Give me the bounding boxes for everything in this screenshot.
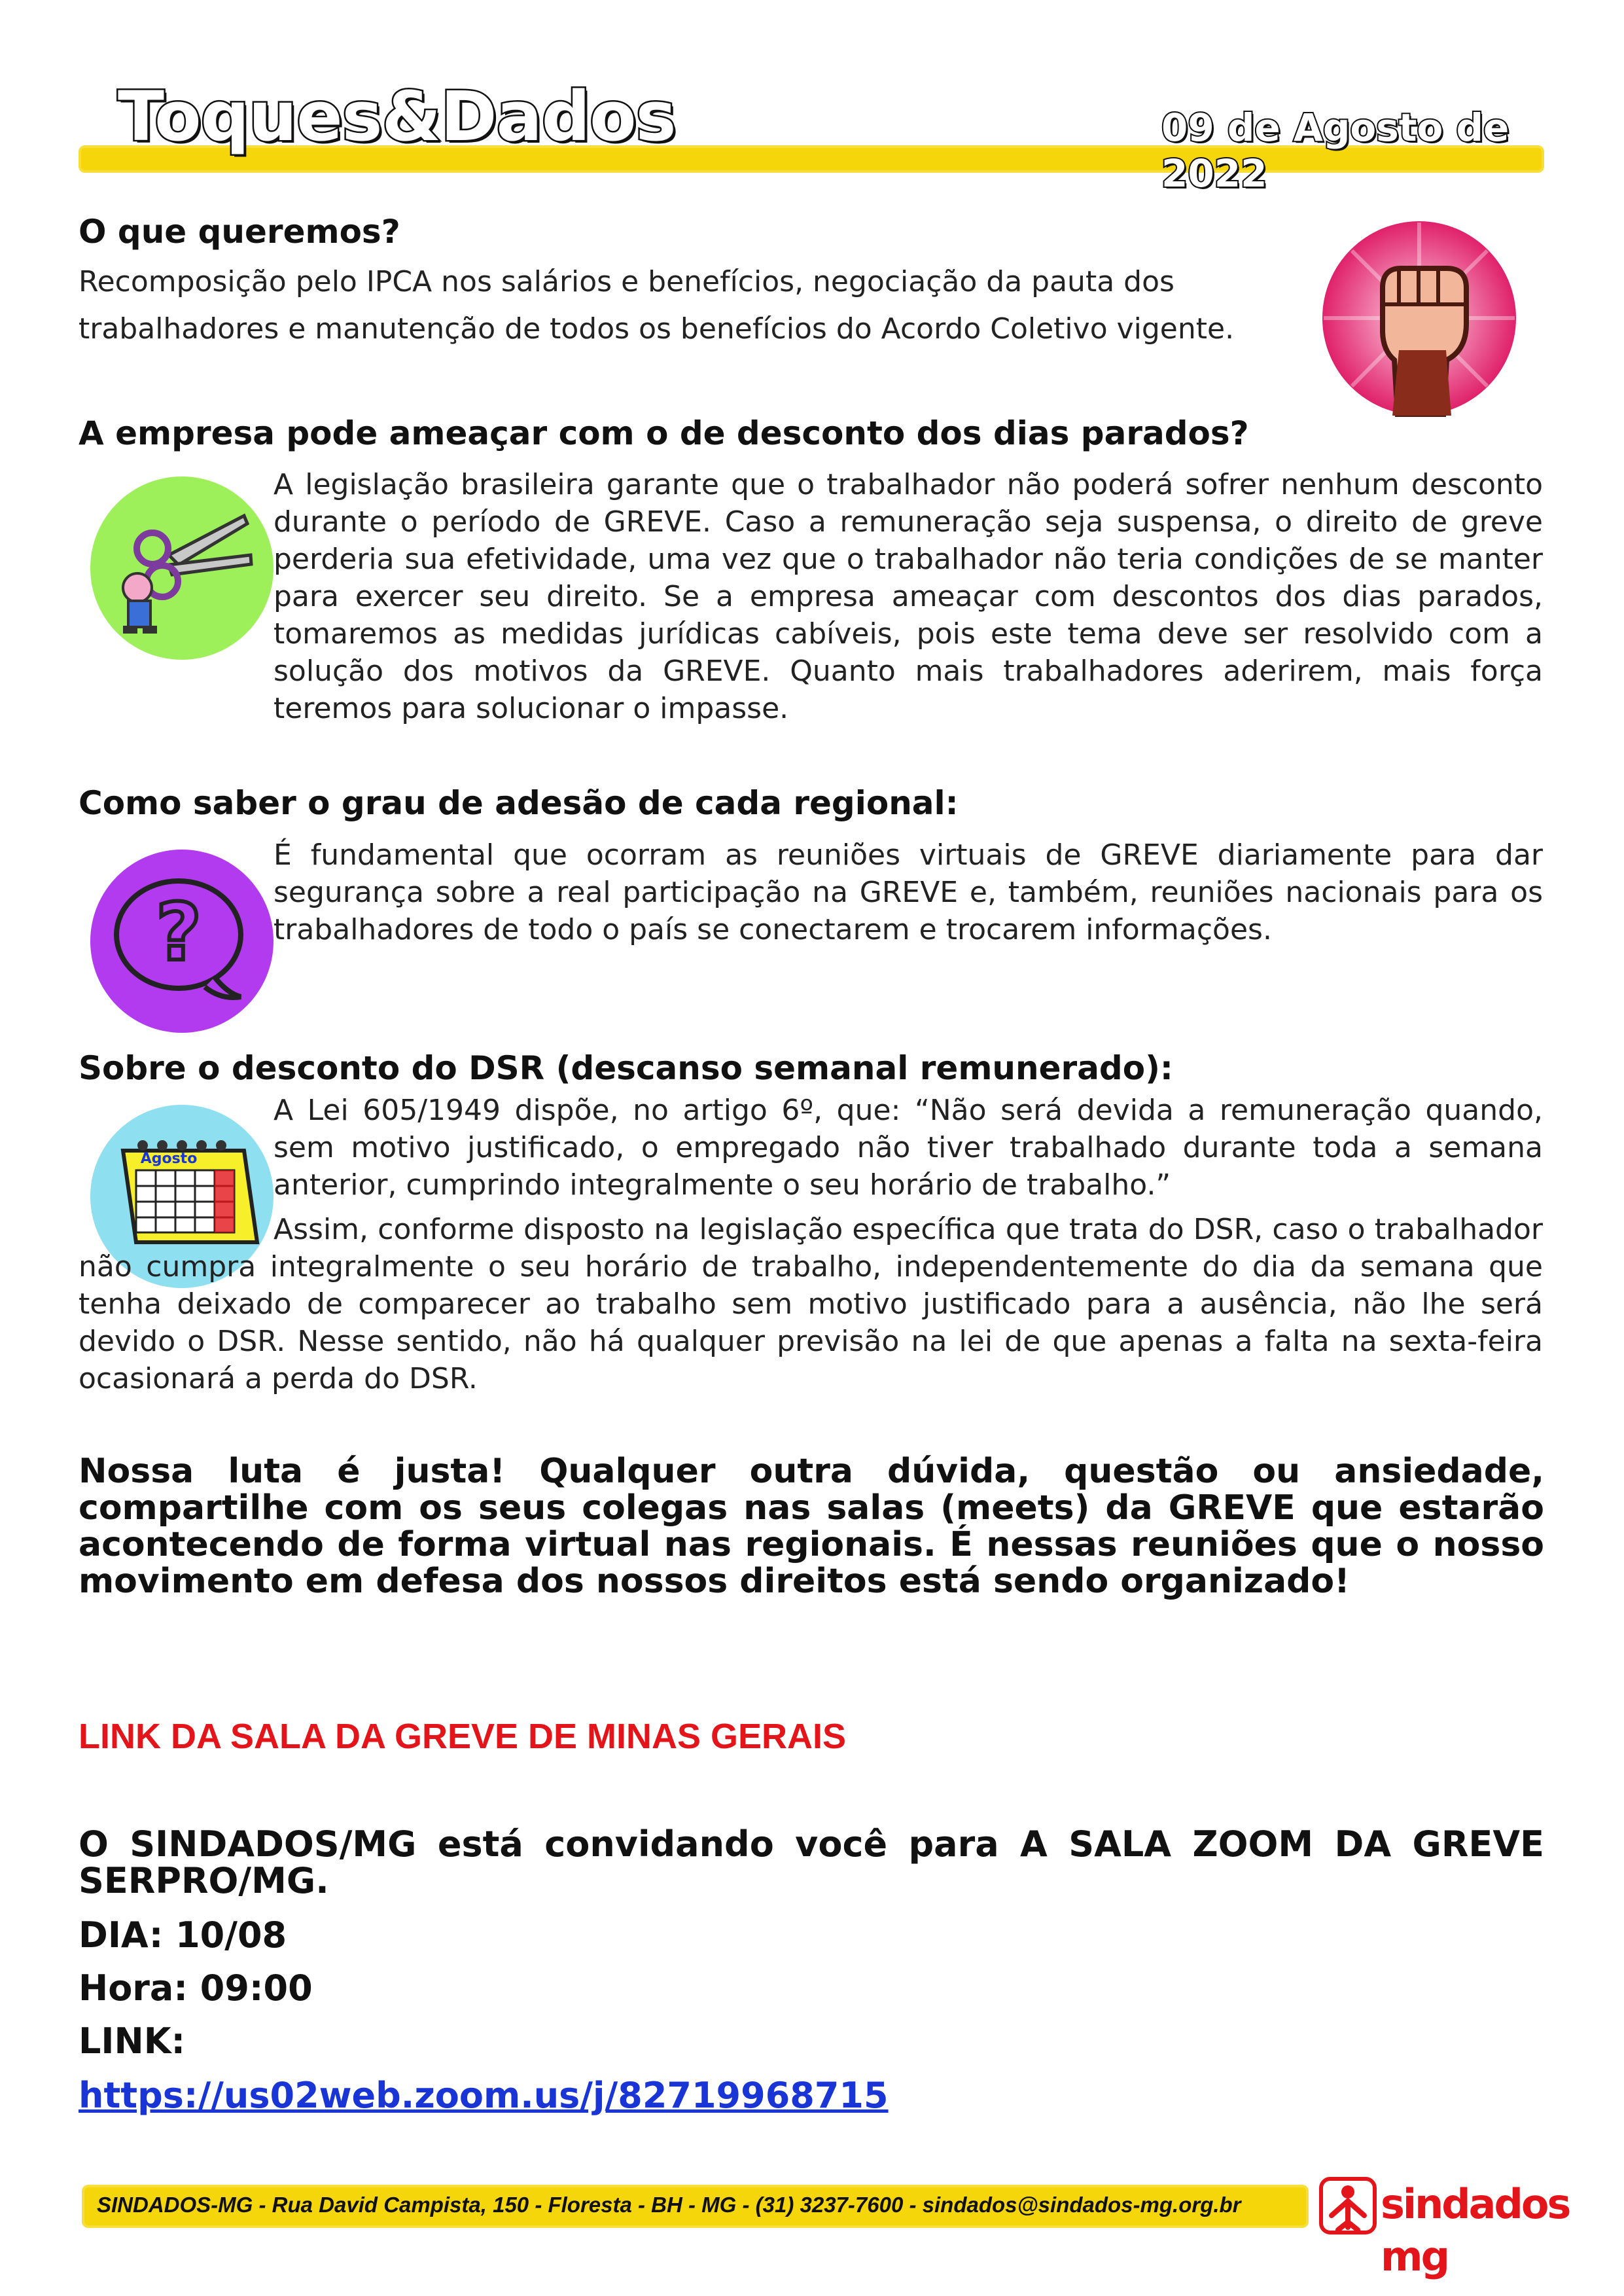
section2-title: A empresa pode ameaçar com o de desconto dos dias parados? (79, 414, 1249, 452)
section3-paragraph: É fundamental que ocorram as reuniões virtuais de GREVE diariamente para dar segurança sobre a real participação na GREVE e, também, reuniões nacionais para os trabalhadores de todo o país se conectarem e trocarem informações. (274, 838, 1543, 946)
section1-text (79, 259, 1322, 353)
invite-link-label: LINK: (79, 2020, 186, 2062)
calendar-month-label: Agosto (140, 1151, 198, 1167)
section4-title: Sobre o desconto do DSR (descanso semanal remunerado): (79, 1049, 1173, 1087)
raised-fist-icon (1320, 219, 1518, 417)
sindados-logo (1318, 2173, 1570, 2280)
logo-mark-icon (1318, 2176, 1377, 2235)
logo-text: sindados mg (1381, 2180, 1570, 2280)
section2-paragraph: A legislação brasileira garante que o trabalhador não poderá sofrer nenhum desconto durante o período de GREVE. Caso a remuneração seja suspensa, o direito de greve perderia sua efetividade, uma vez que o trabalhador não teria condições de se manter para exercer seu direito. Se a empresa ameaçar com descontos dos dias parados, tomaremos as medidas jurídicas cabíveis, pois este tema deve ser resolvido com a solução dos motivos da GREVE. Quanto mais trabalhadores aderirem, mais força teremos para solucionar o impasse. (274, 468, 1543, 725)
footer-address: SINDADOS-MG - Rua David Campista, 150 - Floresta - BH - MG - (31) 3237-7600 - sindados@sindados-mg.org.br (97, 2193, 1241, 2217)
section1-line: trabalhadores e manutenção de todos os benefícios do Acordo Coletivo vigente. (79, 312, 1235, 346)
question-bubble-icon (90, 850, 274, 1033)
section3-title: Como saber o grau de adesão de cada regional: (79, 784, 959, 822)
zoom-link[interactable]: https://us02web.zoom.us/j/82719968715 (79, 2075, 889, 2116)
section1-line: Recomposição pelo IPCA nos salários e benefícios, negociação da pauta dos (79, 265, 1174, 298)
section4-text (274, 1092, 1543, 1204)
section2-text (274, 466, 1543, 727)
svg-text:?: ? (156, 888, 202, 978)
section4-paragraph-2: Assim, conforme disposto na legislação específica que trata do DSR, caso o trabalhador não cumpra integralmente o seu horário de trabalho, independentemente do dia da semana que tenha deixado de comparecer ao trabalho sem motivo justificado para a ausência, não lhe será devido o DSR. Nesse sentido, não há qualquer previsão na lei de que apenas a falta na sexta-feira ocasionará a perda do DSR. (79, 1213, 1543, 1395)
invite-hour: Hora: 09:00 (79, 1967, 313, 2009)
link-heading: LINK DA SALA DA GREVE DE MINAS GERAIS (79, 1717, 847, 1756)
section4-paragraph-1: A Lei 605/1949 dispõe, no artigo 6º, que: “Não será devida a remuneração quando, sem motivo justificado, o empregado não tiver trabalhado durante toda a semana anterior, cumprindo integralmente o seu horário de trabalho.” (274, 1094, 1543, 1202)
section3-text (274, 836, 1543, 948)
scissors-icon (90, 476, 274, 660)
invite-day: DIA: 10/08 (79, 1914, 287, 1956)
call-to-action: Nossa luta é justa! Qualquer outra dúvida, questão ou ansiedade, compartilhe com os seus colegas nas salas (meets) da GREVE que estarão acontecendo de forma virtual nas regionais. É nessas reuniões que o nosso movimento em defesa dos nossos direitos está sendo organizado! (79, 1452, 1544, 1601)
section1-title: O que queremos? (79, 213, 400, 251)
issue-date: 09 de Agosto de 2022 (1161, 105, 1509, 196)
section4-text-2 (79, 1211, 1543, 1397)
invite-text: O SINDADOS/MG está convidando você para A SALA ZOOM DA GREVE SERPRO/MG. (79, 1823, 1544, 1901)
brand-title: Toques&Dados (118, 77, 676, 156)
